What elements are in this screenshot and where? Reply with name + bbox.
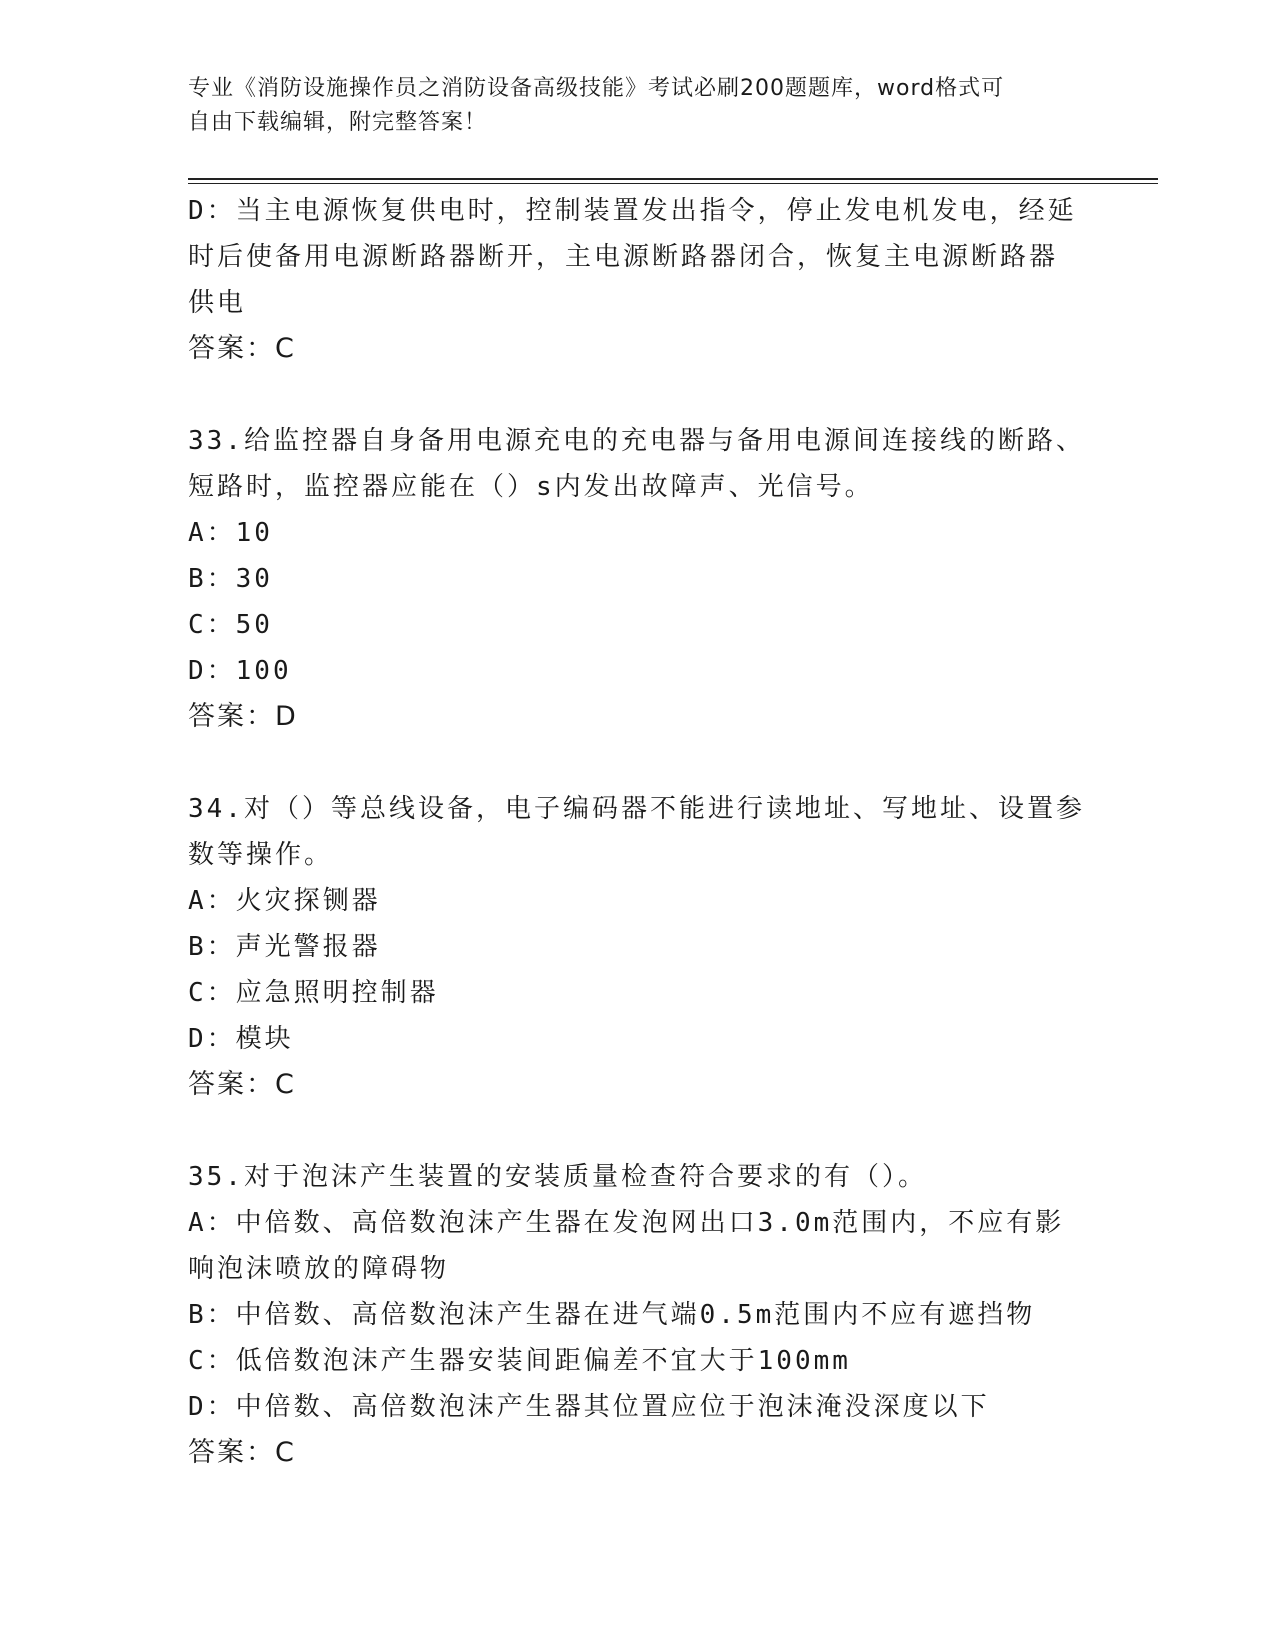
spacer (188, 740, 1088, 786)
document-header (188, 72, 1088, 140)
question-stem: 34.对（）等总线设备，电子编码器不能进行读地址、写地址、设置参 (188, 794, 1085, 824)
header-line-2: 自由下载编辑，附完整答案！ (188, 110, 488, 135)
option-a: A：中倍数、高倍数泡沫产生器在发泡网出口3.0m范围内，不应有影 (188, 1208, 1065, 1238)
option-d-line: D：当主电源恢复供电时，控制装置发出指令，停止发电机发电，经延 (188, 196, 1077, 226)
question-33 (188, 418, 1088, 740)
answer-label: 答案：C (188, 333, 296, 364)
answer-label: 答案：C (188, 1069, 296, 1100)
option-d-line: 供电 (188, 288, 247, 318)
option-b: B：声光警报器 (188, 932, 381, 962)
option-c: C：应急照明控制器 (188, 978, 439, 1008)
question-34 (188, 786, 1088, 1108)
option-a: 响泡沫喷放的障碍物 (188, 1254, 450, 1284)
question-stem: 数等操作。 (188, 840, 334, 870)
spacer (188, 372, 1088, 418)
header-divider-thick (188, 178, 1158, 180)
option-b: B：30 (188, 564, 273, 594)
option-d: D：模块 (188, 1024, 294, 1054)
option-b: B：中倍数、高倍数泡沫产生器在进气端0.5m范围内不应有遮挡物 (188, 1300, 1036, 1330)
option-d: D：100 (188, 656, 292, 686)
document-body (188, 188, 1088, 1476)
question-stem: 35.对于泡沫产生装置的安装质量检查符合要求的有（）。 (188, 1162, 927, 1192)
option-c: C：50 (188, 610, 273, 640)
question-stem: 33.给监控器自身备用电源充电的充电器与备用电源间连接线的断路、 (188, 426, 1085, 456)
option-a: A：火灾探铡器 (188, 886, 381, 916)
answer-label: 答案：D (188, 701, 298, 732)
option-a: A：10 (188, 518, 273, 548)
header-divider-thin (188, 183, 1158, 184)
option-c: C：低倍数泡沫产生器安装间距偏差不宜大于100mm (188, 1346, 851, 1376)
question-32-tail (188, 188, 1088, 372)
option-d: D：中倍数、高倍数泡沫产生器其位置应位于泡沫淹没深度以下 (188, 1392, 990, 1422)
spacer (188, 1108, 1088, 1154)
header-line-1: 专业《消防设施操作员之消防设备高级技能》考试必刷200题题库，word格式可 (188, 76, 1005, 101)
option-d-line: 时后使备用电源断路器断开，主电源断路器闭合，恢复主电源断路器 (188, 242, 1059, 272)
question-stem: 短路时，监控器应能在（）s内发出故障声、光信号。 (188, 472, 874, 502)
question-35 (188, 1154, 1088, 1476)
answer-label: 答案：C (188, 1437, 296, 1468)
